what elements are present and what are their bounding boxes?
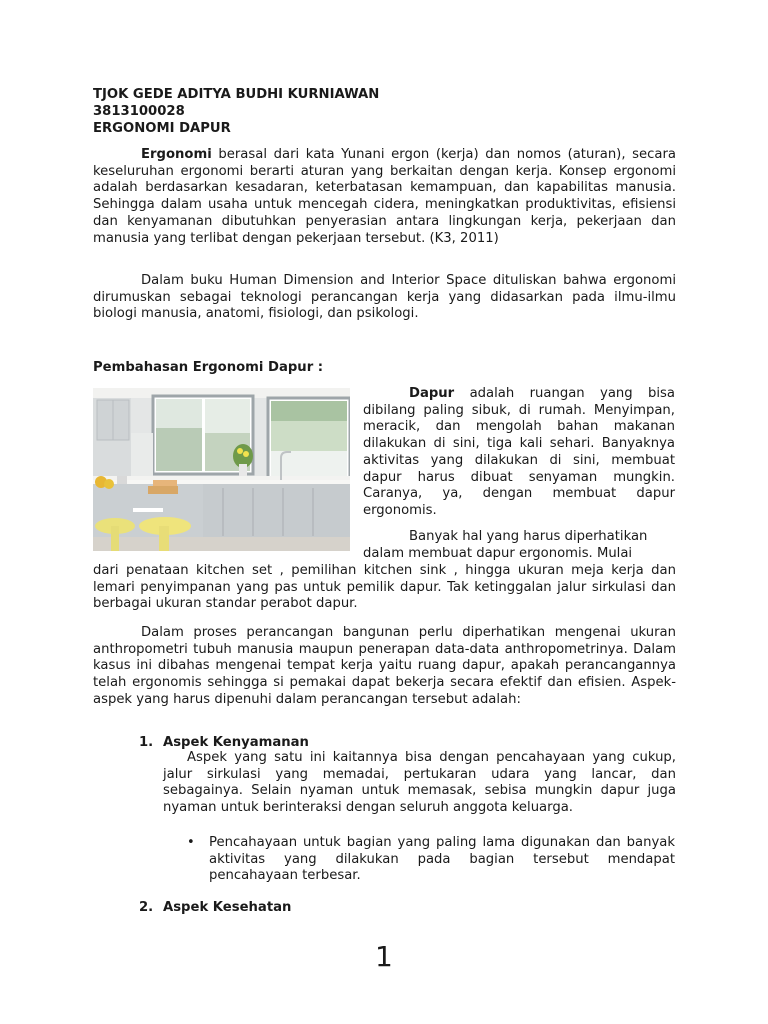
aspect-1-bullet: Pencahayaan untuk bagian yang paling lama digunakan dan banyak aktivitas yang dilakukan pada bagian tersebut mendapat pencahayaan terbesar. <box>209 835 675 884</box>
intro-paragraph-1-text: berasal dari kata Yunani ergon (kerja) dan nomos (aturan), secara keseluruhan ergonomi berarti aturan yang berkaitan dengan kerja. Konsep ergonomi adalah berdasarkan kesadaran, keterbatasan kemampuan, dan kapabilitas manusia. Sehingga dalam usaha untuk mencegah cidera, meningkatkan produktivitas, efisiensi dan kenyamanan dibutuhkan penyerasian antara lingkungan kerja, pekerjaan dan manusia yang terlibat dengan pekerjaan tersebut. (K3, 2011) <box>93 147 676 246</box>
dapur-paragraph <box>363 386 675 520</box>
aspect-2-number: 2. <box>139 900 154 915</box>
bullet-icon: • <box>187 835 195 850</box>
banyak-line-2: dalam membuat dapur ergonomis. Mulai <box>363 546 633 561</box>
aspect-1-number: 1. <box>139 735 154 750</box>
aspect-1-title: Aspek Kenyamanan <box>163 735 309 750</box>
kitchen-illustration <box>93 388 350 551</box>
document-title: ERGONOMI DAPUR <box>93 121 231 136</box>
aspect-1-body: Aspek yang satu ini kaitannya bisa dengan pencahayaan yang cukup, jalur sirkulasi yang memadai, pertukaran udara yang lancar, dan sebagainya. Selain nyaman untuk memasak, sebisa mungkin dapur juga nyaman untuk berinteraksi dengan seluruh anggota keluarga. <box>163 750 676 816</box>
term-ergonomi: Ergonomi <box>141 147 212 162</box>
page-number: 1 <box>375 940 393 973</box>
intro-paragraph-1 <box>93 147 676 247</box>
kitchen-photo <box>93 388 350 551</box>
intro-paragraph-2: Dalam buku Human Dimension and Interior Space dituliskan bahwa ergonomi dirumuskan sebagai teknologi perancangan kerja yang didasarkan pada ilmu-ilmu biologi manusia, anatomi, fisiologi, dan psikologi. <box>93 273 676 322</box>
proses-paragraph: Dalam proses perancangan bangunan perlu diperhatikan mengenai ukuran anthropometri tubuh manusia maupun penerapan data-data anthropometrinya. Dalam kasus ini dibahas mengenai tempat kerja yaitu ruang dapur, apakah perancangannya telah ergonomis sehingga si pemakai dapat bekerja secara efektif dan efisien. Aspek-aspek yang harus dipenuhi dalam perancangan tersebut adalah: <box>93 625 676 707</box>
section-heading: Pembahasan Ergonomi Dapur : <box>93 360 324 375</box>
banyak-paragraph-rest: dari penataan kitchen set , pemilihan kitchen sink , hingga ukuran meja kerja dan lemari penyimpanan yang pas untuk pemilik dapur. Tak ketinggalan jalur sirkulasi dan berbagai ukuran standar perabot dapur. <box>93 563 676 612</box>
term-dapur: Dapur <box>409 386 455 401</box>
student-id: 3813100028 <box>93 104 185 119</box>
author-name: TJOK GEDE ADITYA BUDHI KURNIAWAN <box>93 87 380 102</box>
banyak-line-1: Banyak hal yang harus diperhatikan <box>409 529 648 544</box>
aspect-2-title: Aspek Kesehatan <box>163 900 292 915</box>
dapur-paragraph-text: adalah ruangan yang bisa dibilang paling sibuk, di rumah. Menyimpan, meracik, dan mengolah bahan makanan dilakukan di sini, tiga kali sehari. Banyaknya aktivitas yang dilakukan di sini, membuat dapur harus dibuat senyaman mungkin. Caranya, ya, dengan membuat dapur ergonomis. <box>363 386 675 518</box>
